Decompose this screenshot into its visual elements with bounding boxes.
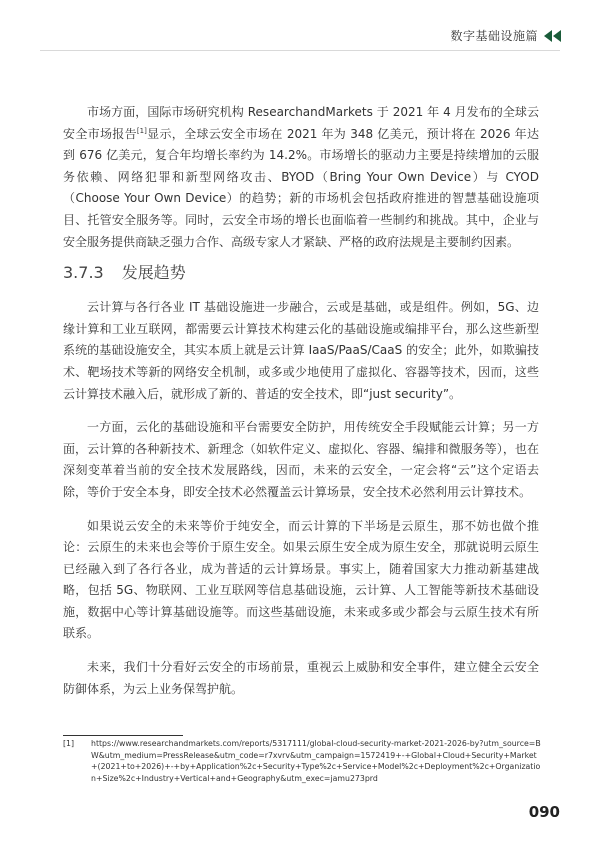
paragraph-cloud-native: 如果说云安全的未来等价于纯安全，而云计算的下半场是云原生，那不妨也做个推论：云原生的未来也会等价于原生安全。如果云原生安全成为原生安全，那就说明云原生已经融入到了各行各业，成为普适的云计算场景。事实上，随着国家大力推动新基建战略，包括 5G、物联网、工业互联网等信息基础设施，云计算、人工智能等新技术基础设施，数据中心等计算基础设施等。而这些基础设施，未来或多或少都会与云原生技术有所联系。 [63, 518, 539, 641]
footnote-mark: [1] [63, 739, 75, 748]
paragraph-market-text-a: 市场方面，国际市场研究机构 ResearchandMarkets 于 2021 年 4 月发布的全球云安全市场报告 [63, 105, 539, 141]
section-heading [63, 261, 539, 285]
header-divider [40, 50, 560, 51]
page-content [63, 102, 539, 700]
header-title: 数字基础设施篇 [450, 29, 538, 43]
section-number: 3.7.3 [63, 263, 104, 283]
footnote [63, 738, 541, 784]
paragraph-integration: 云计算与各行各业 IT 基础设施进一步融合，云或是基础，或是组件。例如，5G、边缘计算和工业互联网，都需要云计算技术构建云化的基础设施或编排平台，那么这些新型系统的基础设施安全，其实本质上就是云计算 IaaS/PaaS/CaaS 的安全；此外，如欺骗技术、靶场技术等新的网络安全机制，或多或少地使用了虚拟化、容器等技术，因而，这些云计算技术融入后，就形成了新的、普适的安全技术，即“just security”。 [63, 300, 539, 401]
footnote-reference[interactable]: [1] [136, 126, 147, 135]
paragraph-outlook: 未来，我们十分看好云安全的市场前景，重视云上威胁和安全事件，建立健全云安全防御体系，为云上业务保驾护航。 [63, 660, 539, 696]
paragraph-infrastructure: 一方面，云化的基础设施和平台需要安全防护，用传统安全手段赋能云计算；另一方面，云计算的各种新技术、新理念（如软件定义、虚拟化、容器、编排和微服务等），也在深刻变革着当前的安全技术发展路线，因而，未来的云安全，一定会将“云”这个定语去除，等价于安全本身，即安全技术必然覆盖云计算场景，安全技术必然利用云计算技术。 [63, 420, 539, 499]
paragraph-market-text-b: 显示，全球云安全市场在 2021 年为 348 亿美元，预计将在 2026 年达到 676 亿美元，复合年均增长率约为 14.2%。市场增长的驱动力主要是持续增加的云服务依赖、网络犯罪和新型网络攻击、BYOD（Bring Your Own Device）与 CYOD（Choose Your Own Device）的趋势；新的市场机会包括政府推进的智慧基础设施项目、托管安全服务等。同时，云安全市场的增长也面临着一些制约和挑战。其中，企业与安全服务提供商缺乏强力合作、高级专家人才紧缺、严格的政府法规是主要制约因素。 [63, 126, 539, 249]
paragraph-market [63, 102, 539, 253]
running-header [450, 27, 562, 44]
page-number: 090 [528, 803, 560, 821]
section-title: 发展趋势 [121, 263, 186, 283]
footnote-divider [63, 735, 183, 736]
double-chevron-left-icon [544, 30, 562, 42]
footnote-url[interactable]: https://www.researchandmarkets.com/reports/5317111/global-cloud-security-market-2021-2026-by?utm_source=BW&utm_medium=PressRelease&utm_code=r7xvrv&utm_campaign=1572419+-+Global+Cloud+Security+Market+(2021+to+2026)+-+by+Application%2c+Security+Type%2c+Service+Model%2c+Deployment%2c+Organization+Size%2c+Industry+Vertical+and+Geography&utm_exec=jamu273prd [91, 739, 541, 783]
